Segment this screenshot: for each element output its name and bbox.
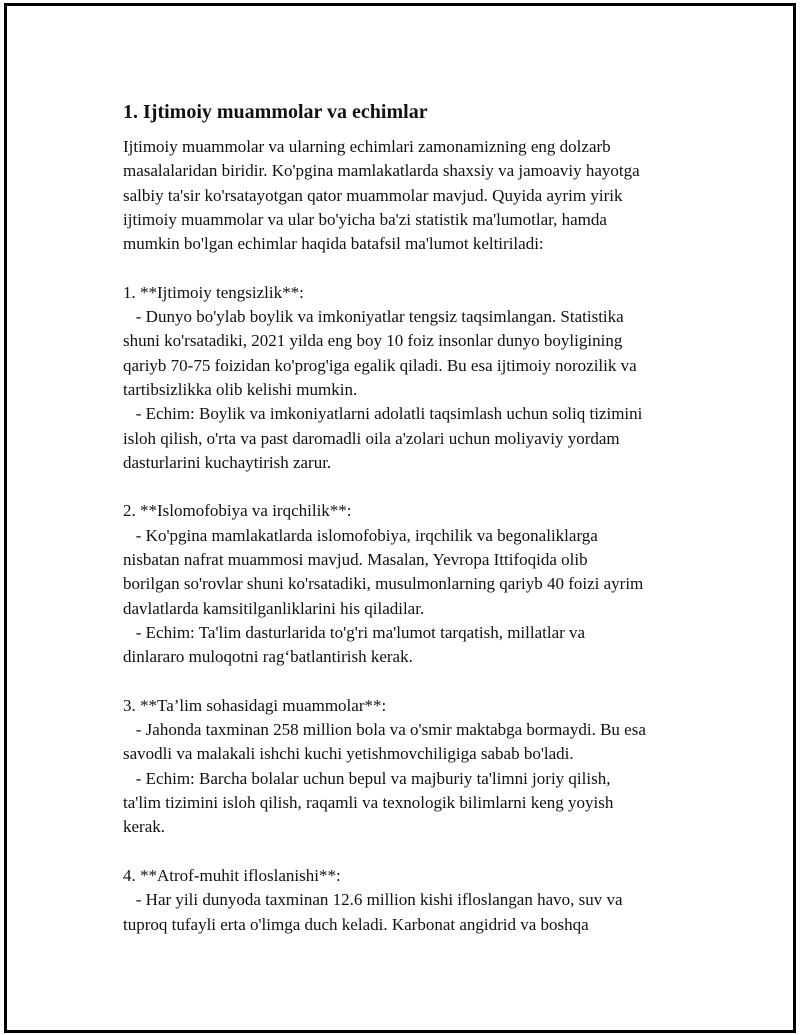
section-heading: 1. Ijtimoiy muammolar va echimlar: [123, 101, 428, 123]
document-page: [4, 3, 796, 1033]
document-content: [123, 98, 723, 937]
body-text: Ijtimoiy muammolar va ularning echimlari zamonamizning eng dolzarb masalalaridan biridir. Ko'pgina mamlakatlarda shaxsiy va jamoaviy hayotga salbiy ta'sir ko'rsatayotgan qator muammolar mavjud. Quyida ayrim yirik ijtimoiy muammolar va ular bo'yicha ba'zi statistik ma'lumotlar, hamda mumkin bo'lgan echimlar haqida batafsil ma'lumot keltiriladi: 1. **Ijtimoiy tengsizlik**: - Dunyo bo'ylab boylik va imkoniyatlar tengsiz taqsimlangan. Statistika shuni ko'rsatadiki, 2021 yilda eng boy 10 foiz insonlar dunyo boyligining qariyb 70-75 foizidan ko'prog'iga egalik qiladi. Bu esa ijtimoiy norozilik va tartibsizlikka olib kelishi mumkin. - Echim: Boylik va imkoniyatlarni adolatli taqsimlash uchun soliq tizimini isloh qilish, o'rta va past daromadli oila a'zolari uchun moliyaviy yordam dasturlarini kuchaytirish zarur. 2. **Islomofobiya va irqchilik**: - Ko'pgina mamlakatlarda islomofobiya, irqchilik va begonaliklarga nisbatan nafrat muammosi mavjud. Masalan, Yevropa Ittifoqida olib borilgan so'rovlar shuni ko'rsatadiki, musulmonlarning qariyb 40 foizi ayrim davlatlarda kamsitilganliklarini his qiladilar. - Echim: Ta'lim dasturlarida to'g'ri ma'lumot tarqatish, millatlar va dinlararo muloqotni rag‘batlantirish kerak. 3. **Ta’lim sohasidagi muammolar**: - Jahonda taxminan 258 million bola va o'smir maktabga bormaydi. Bu esa savodli va malakali ishchi kuchi yetishmovchiligiga sabab bo'ladi. - Echim: Barcha bolalar uchun bepul va majburiy ta'limni joriy qilish, ta'lim tizimini isloh qilish, raqamli va texnologik bilimlarni keng yoyish kerak. 4. **Atrof-muhit ifloslanishi**: - Har yili dunyoda taxminan 12.6 million kishi ifloslangan havo, suv va tuproq tufayli erta o'limga duch keladi. Karbonat angidrid va boshqa: [123, 137, 646, 934]
